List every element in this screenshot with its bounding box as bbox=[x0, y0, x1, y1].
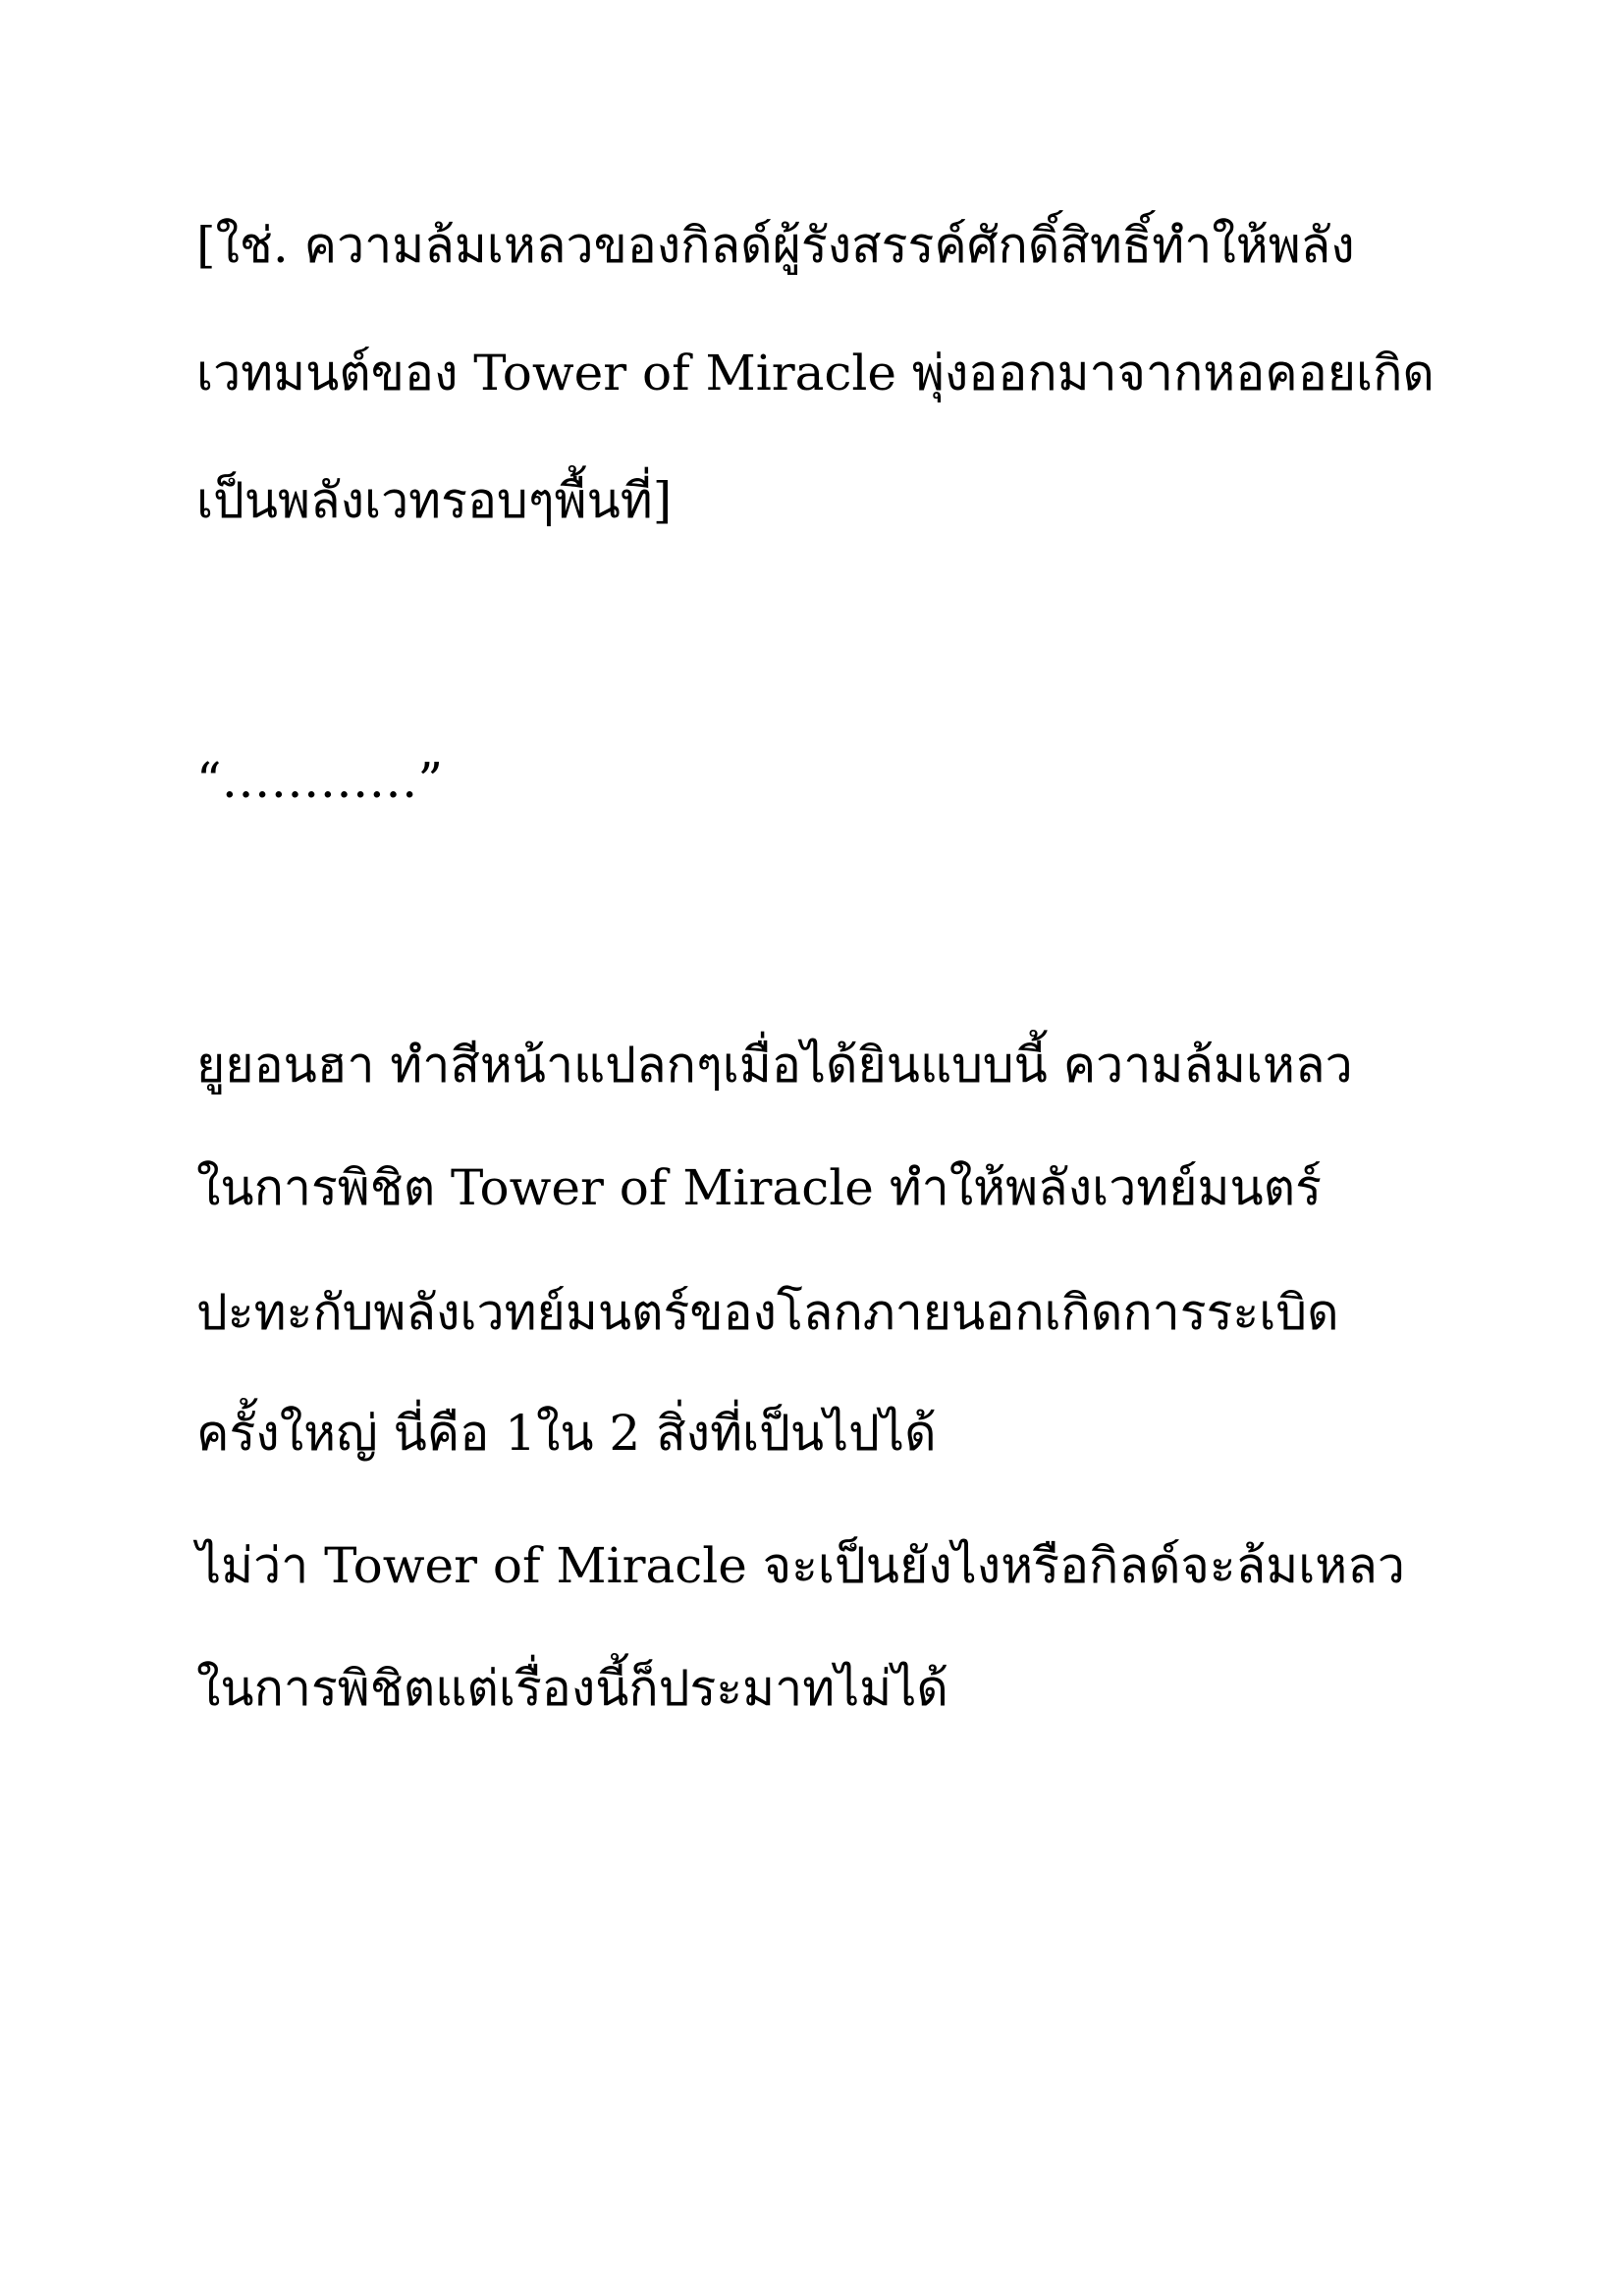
paragraph-3-line-4: ครั้งใหญ่ นี่คือ 1ใน 2 สิ่งที่เป็นไปได้ bbox=[196, 1405, 937, 1462]
paragraph-3-line-1: ยูยอนฮา ทำสีหน้าแปลกๆเมื่อได้ยินแบบนี้ ความล้มเหลว bbox=[196, 1037, 1353, 1094]
paragraph-2-line-1: “…………” bbox=[196, 752, 444, 809]
paragraph-3-line-3: ปะทะกับพลังเวทย์มนตร์ของโลกภายนอกเกิดการระเบิด bbox=[196, 1284, 1339, 1341]
paragraph-1-line-2: เวทมนต์ของ Tower of Miracle พุ่งออกมาจากหอคอยเกิด bbox=[196, 345, 1435, 401]
paragraph-4-line-1: ไม่ว่า Tower of Miracle จะเป็นยังไงหรือกิลด์จะล้มเหลว bbox=[196, 1537, 1405, 1594]
paragraph-1-line-1: [ใช่. ความล้มเหลวของกิลด์ผู้รังสรรค์ศักดิ์สิทธิ์ทำให้พลัง bbox=[196, 217, 1355, 274]
paragraph-4-line-2: ในการพิชิตแต่เรื่องนี้ก็ประมาทไม่ได้ bbox=[196, 1660, 948, 1717]
paragraph-1-line-3: เป็นพลังเวทรอบๆพื้นที่] bbox=[196, 472, 673, 529]
paragraph-3-line-2: ในการพิชิต Tower of Miracle ทำให้พลังเวทย์มนตร์ bbox=[196, 1159, 1322, 1216]
